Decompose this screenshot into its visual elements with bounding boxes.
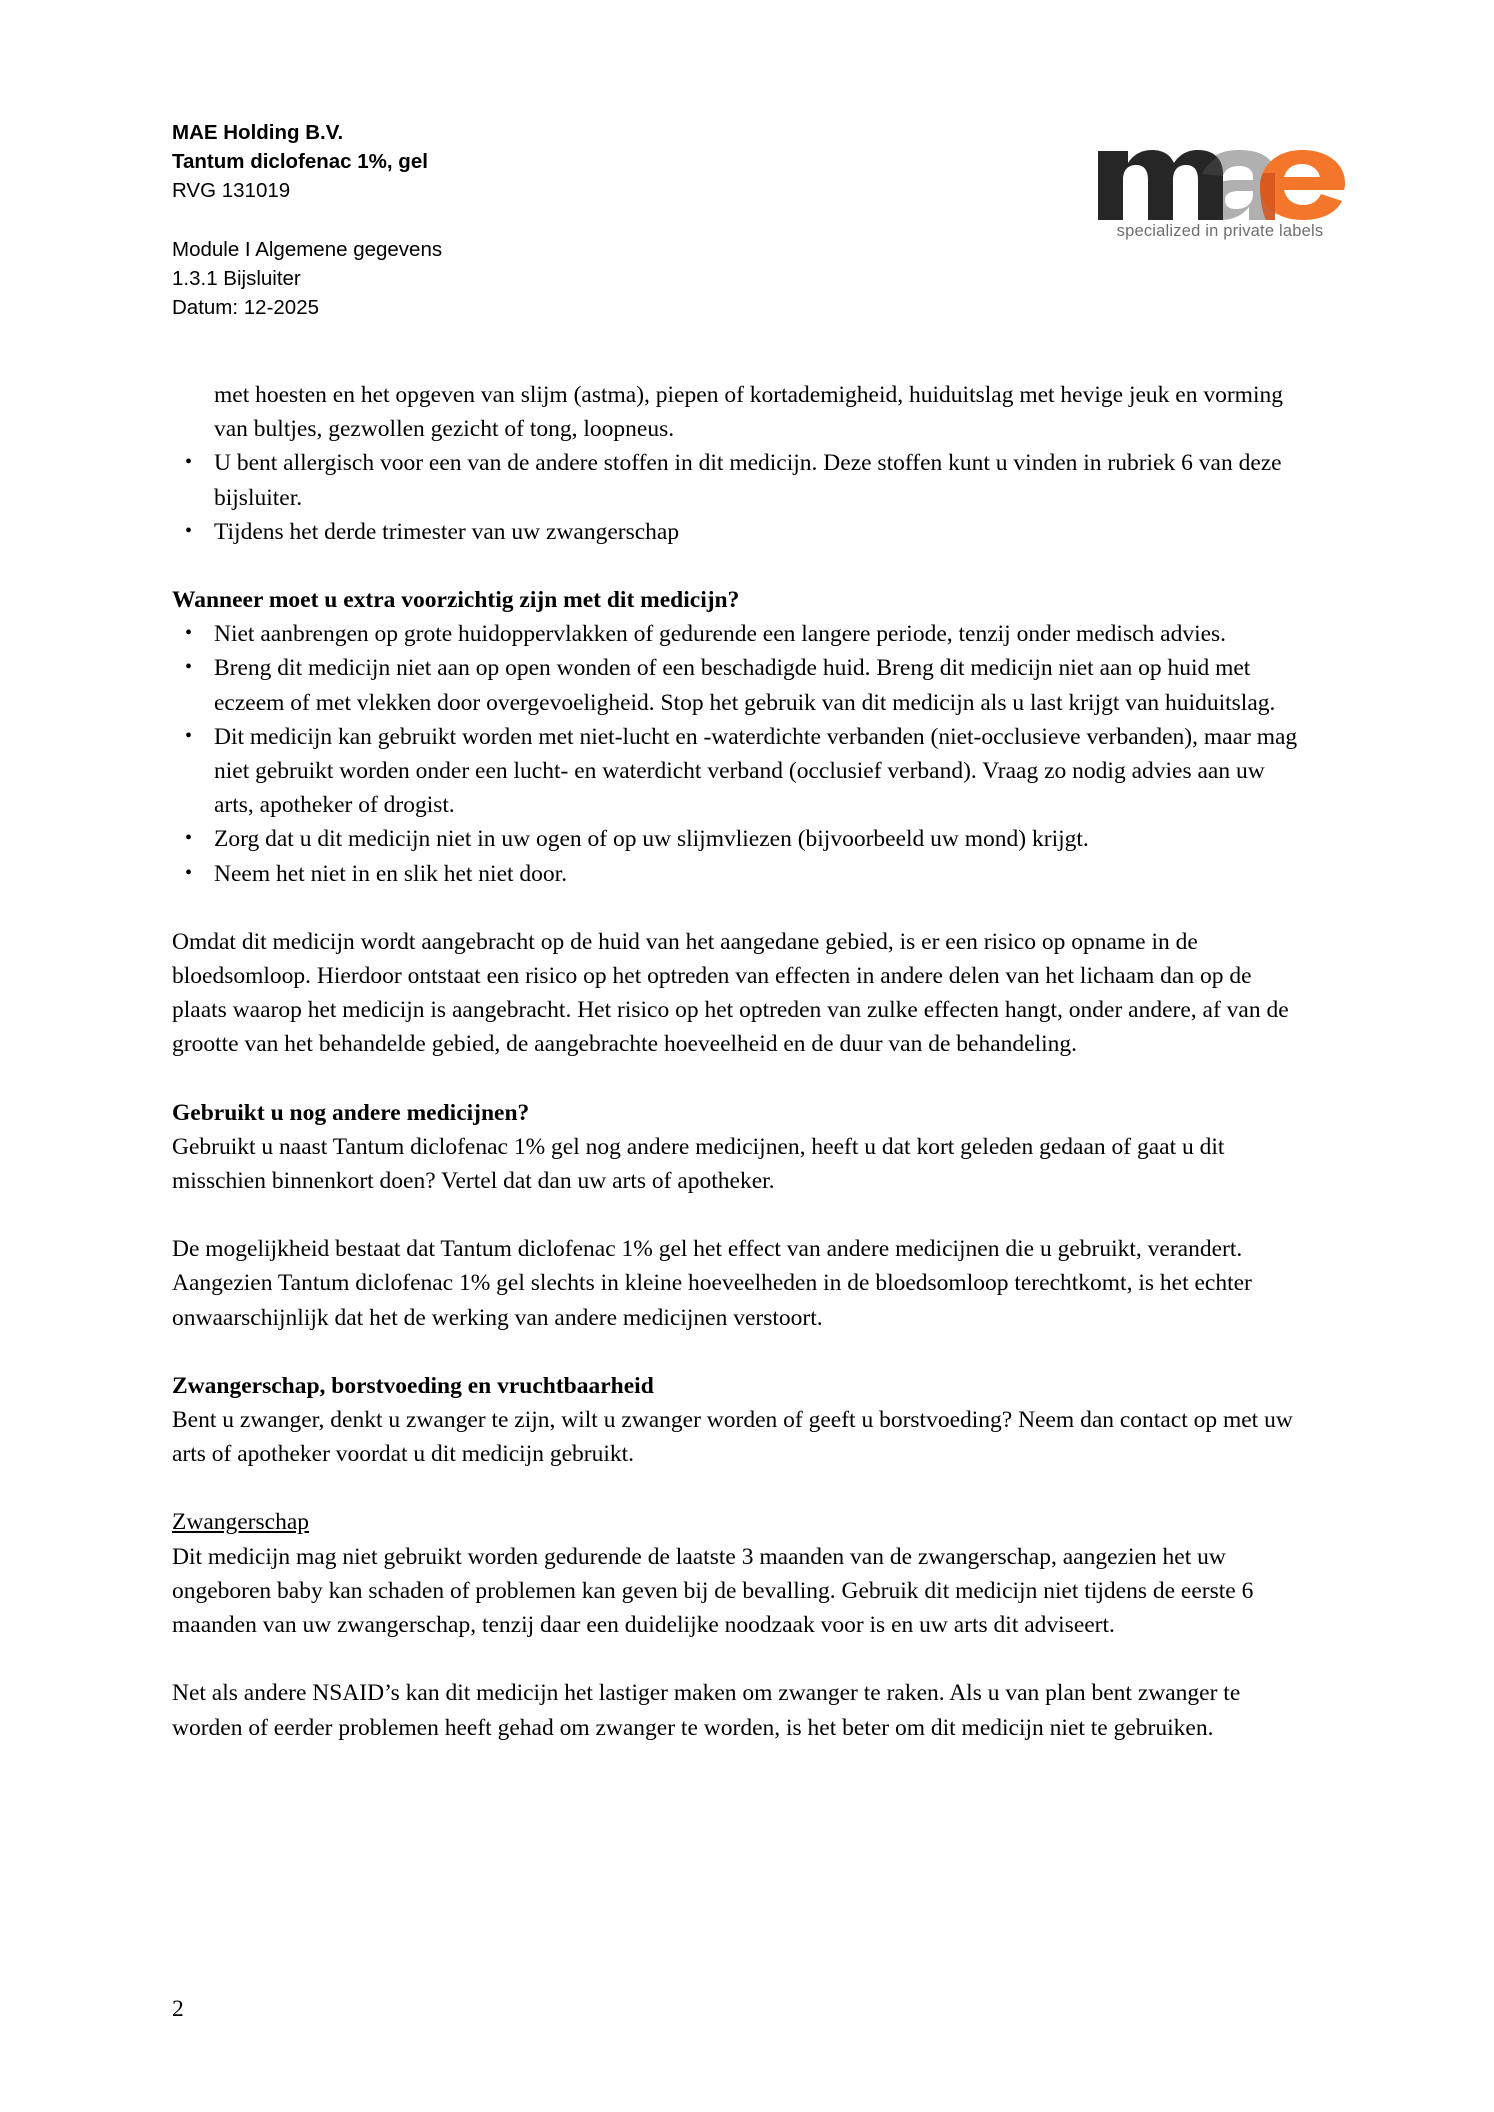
list-item: • Tijdens het derde trimester van uw zwangerschap [172, 515, 1307, 549]
pregnancy-paragraph-1: Dit medicijn mag niet gebruikt worden gedurende de laatste 3 maanden van de zwangerschap, aangezien het uw ongeboren baby kan schaden of problemen kan geven bij de bevalling. Gebruik dit medicijn niet tijdens de eerste 6 maanden van uw zwangerschap, tenzij daar een duidelijke noodzaak voor is en uw arts dit adviseert. [172, 1543, 1254, 1639]
company-name: MAE Holding B.V. [172, 121, 344, 144]
pregnancy-heading: Zwangerschap, borstvoeding en vruchtbaarheid [172, 1372, 654, 1399]
other-medicines-paragraph-2: De mogelijkheid bestaat dat Tantum diclofenac 1% gel het effect van andere medicijnen die u gebruikt, verandert. Aangezien Tantum diclofenac 1% gel slechts in kleine hoeveelheden in de bloedsomloop terechtkomt, is het echter onwaarschijnlijk dat het de werking van andere medicijnen verstoort. [172, 1236, 1252, 1331]
document-header [172, 118, 1394, 322]
spacer [172, 549, 1307, 583]
registration-number: RVG 131019 [172, 179, 291, 202]
product-name: Tantum diclofenac 1%, gel [172, 150, 428, 173]
list-item: • U bent allergisch voor een van de andere stoffen in dit medicijn. Deze stoffen kunt u vinden in rubriek 6 van deze bijsluiter. [172, 446, 1307, 514]
spacer [172, 891, 1307, 925]
caution-bullet-list [172, 617, 1307, 891]
other-medicines-paragraph-1: Gebruikt u naast Tantum diclofenac 1% gel nog andere medicijnen, heeft u dat kort geleden gedaan of gaat u dit misschien binnenkort doen? Vertel dat dan uw arts of apotheker. [172, 1133, 1225, 1195]
list-item: • Niet aanbrengen op grote huidoppervlakken of gedurende een langere periode, tenzij onder medisch advies. [172, 617, 1307, 651]
other-medicines-heading: Gebruikt u nog andere medicijnen? [172, 1099, 530, 1126]
pregnancy-paragraph-2: Net als andere NSAID’s kan dit medicijn het lastiger maken om zwanger te raken. Als u van plan bent zwanger te worden of eerder problemen heeft gehad om zwanger te worden, is het beter om dit medicijn niet te gebruiken. [172, 1680, 1241, 1741]
logo-tagline: specialized in private labels [1116, 222, 1324, 240]
mae-logo [1090, 120, 1360, 241]
spacer [172, 1062, 1307, 1096]
absorption-paragraph: Omdat dit medicijn wordt aangebracht op de huid van het aangedane gebied, is er een risico op opname in de bloedsomloop. Hierdoor ontstaat een risico op het optreden van effecten in andere delen van het lichaam dan op de plaats waarop het medicijn is aangebracht. Het risico op het optreden van zulke effecten hangt, onder andere, af van de grootte van het behandelde gebied, de aangebrachte hoeveelheid en de duur van de behandeling. [172, 928, 1289, 1058]
header-text-block [172, 118, 442, 322]
pregnancy-intro-paragraph: Bent u zwanger, denkt u zwanger te zijn, wilt u zwanger worden of geeft u borstvoeding? Neem dan contact op met uw arts of apotheker voordat u dit medicijn gebruikt. [172, 1407, 1293, 1468]
section-label: 1.3.1 Bijsluiter [172, 267, 301, 290]
mae-logo-mark [1090, 120, 1350, 220]
spacer [172, 1471, 1307, 1505]
spacer [172, 1335, 1307, 1369]
spacer [172, 1198, 1307, 1232]
list-item: • Breng dit medicijn niet aan op open wonden of een beschadigde huid. Breng dit medicijn niet aan op huid met eczeem of met vlekken door overgevoeligheid. Stop het gebruik van dit medicijn als u last krijgt van huiduitslag. [172, 651, 1307, 719]
document-date: Datum: 12-2025 [172, 296, 320, 319]
pregnancy-subheading: Zwangerschap [172, 1509, 310, 1536]
list-item: • Dit medicijn kan gebruikt worden met niet-lucht en -waterdichte verbanden (niet-occlusieve verbanden), maar mag niet gebruikt worden onder een lucht- en waterdicht verband (occlusief verband). Vraag zo nodig advies aan uw arts, apotheker of drogist. [172, 720, 1307, 823]
caution-heading: Wanneer moet u extra voorzichtig zijn met dit medicijn? [172, 587, 740, 614]
spacer [172, 1642, 1307, 1676]
document-body [172, 378, 1307, 1745]
list-item: • Neem het niet in en slik het niet door. [172, 857, 1307, 891]
list-item: • Zorg dat u dit medicijn niet in uw ogen of op uw slijmvliezen (bijvoorbeeld uw mond) krijgt. [172, 822, 1307, 856]
module-info-block [172, 235, 442, 322]
allergy-bullet-list [172, 378, 1307, 549]
list-item: met hoesten en het opgeven van slijm (astma), piepen of kortademigheid, huiduitslag met hevige jeuk en vorming van bultjes, gezwollen gezicht of tong, loopneus. [214, 382, 1283, 443]
logo-letter-m [1098, 150, 1223, 220]
page-number: 2 [172, 1996, 184, 2022]
module-label: Module I Algemene gegevens [172, 238, 443, 261]
